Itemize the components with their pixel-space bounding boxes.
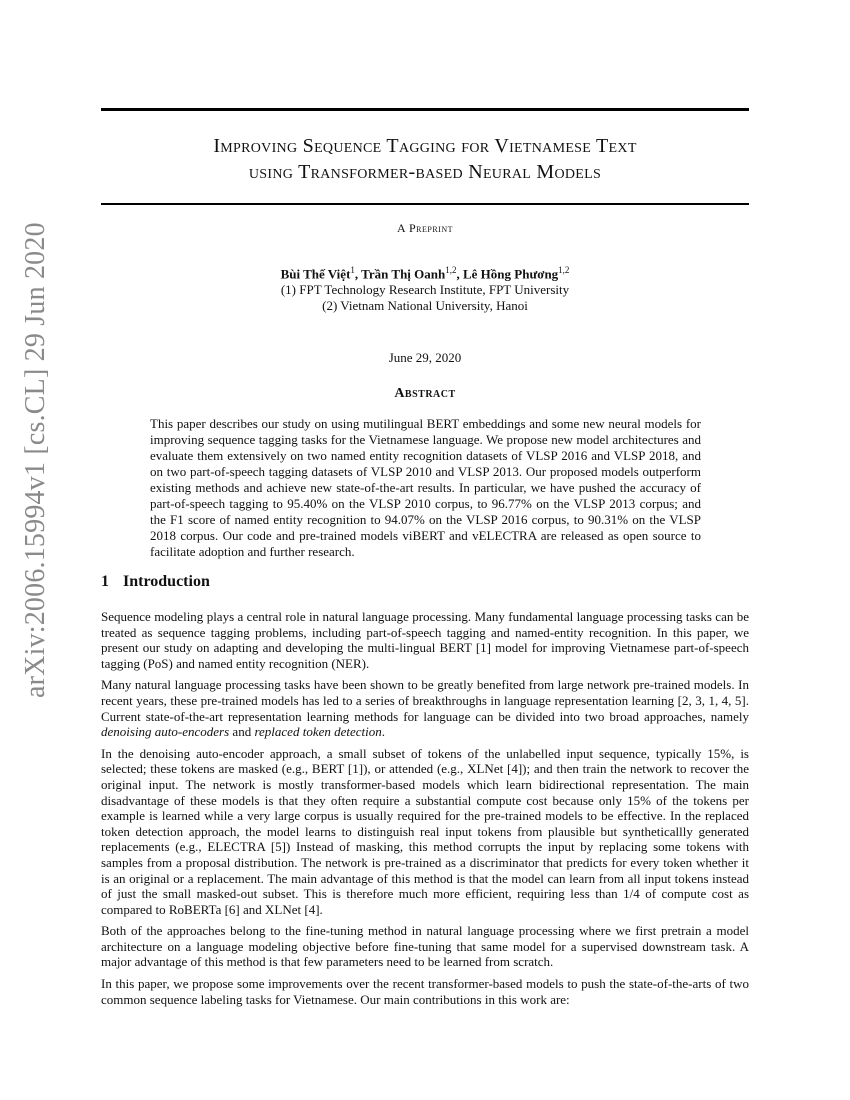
abstract-text: This paper describes our study on using mutilingual BERT embeddings and some new neural models for improving sequence tagging tasks for the Vietnamese language. We propose new model architectures and evaluate them extensively on two named entity recognition datasets of VLSP 2016 and VLSP 2018, and on two part-of-speech tagging datasets of VLSP 2010 and VLSP 2013. Our proposed models outperform existing methods and achieve new state-of-the-art results. In particular, we have pushed the accuracy of part-of-speech tagging to 95.40% on the VLSP 2010 corpus, to 96.77% on the VLSP 2013 corpus; and the F1 score of named entity recognition to 94.07% on the VLSP 2016 corpus, to 90.31% on the VLSP 2018 corpus. Our code and pre-trained models viBERT and vELECTRA are released as open source to facilitate adoption and further research. bbox=[150, 416, 701, 559]
emphasis-replaced-token: replaced token detection bbox=[254, 724, 382, 740]
affiliation-2: (2) Vietnam National University, Hanoi bbox=[322, 298, 528, 314]
author-2-affiliation-mark: 1,2 bbox=[445, 265, 457, 275]
paper-date: June 29, 2020 bbox=[388, 350, 462, 365]
paper-title bbox=[101, 133, 749, 185]
author-2: Trần Thị Oanh bbox=[361, 266, 446, 282]
section-heading-introduction bbox=[101, 573, 210, 591]
title-bottom-rule bbox=[101, 203, 749, 205]
paragraph-2-end: . bbox=[381, 724, 385, 740]
title-line-2: using Transformer-based Neural Models bbox=[248, 161, 602, 183]
introduction-body bbox=[101, 609, 749, 1013]
paragraph-5: In this paper, we propose some improvements over the recent transformer-based models to push the state-of-the-arts of two common sequence labeling tasks for Vietnamese. Our main contributions in this work are: bbox=[101, 976, 749, 1007]
preprint-label: A Preprint bbox=[396, 221, 453, 235]
author-names: Bùi Thế Việt$^1$, Trần Thị Oanh$^{1,2}$, Lê Hồng Phương$^{1,2}$ bbox=[280, 265, 570, 282]
paragraph-2 bbox=[101, 677, 749, 739]
author-block bbox=[101, 262, 749, 314]
abstract-heading: Abstract bbox=[394, 386, 456, 401]
section-number: 1 bbox=[101, 573, 109, 590]
paragraph-2-text: Many natural language processing tasks have been shown to be greatly benefited from large network pre-trained models. In recent years, these pre-trained models has led to a series of breakthroughs in language representation learning [2, 3, 1, 4, 5]. Current state-of-the-art representation learning methods for language can be divided into two broad approaches, namely bbox=[101, 677, 749, 724]
title-line-1: Improving Sequence Tagging for Vietnamese Text bbox=[213, 135, 637, 157]
emphasis-denoising: denoising auto-encoders bbox=[101, 724, 230, 740]
paragraph-1: Sequence modeling plays a central role in natural language processing. Many fundamental language processing tasks can be treated as sequence tagging problems, including part-of-speech tagging and named-entity recognition. In this paper, we present our study on adapting and developing the multi-lingual BERT [1] model for improving Vietnamese part-of-speech tagging (PoS) and named entity recognition (NER). bbox=[101, 609, 749, 671]
arxiv-identifier-text: arXiv:2006.15994v1 [cs.CL] 29 Jun 2020 bbox=[20, 222, 51, 698]
paragraph-2-conjunction: and bbox=[229, 724, 255, 740]
paragraph-4: Both of the approaches belong to the fine-tuning method in natural language processing where we first pretrain a model architecture on a language modeling objective before fine-tuning that same model for a supervised downstream task. A major advantage of this method is that few parameters need to be learned from scratch. bbox=[101, 923, 749, 970]
paragraph-3: In the denoising auto-encoder approach, a small subset of tokens of the unlabelled input sequence, typically 15%, is selected; these tokens are masked (e.g., BERT [1]), or attended (e.g., XLNet [4]); and then train the network to recover the original input. The network is mostly transformer-based models which learn bidirectional representation. The main disadvantage of these models is that they often require a substantial compute cost because only 15% of the tokens per example is learned while a very large corpus is usually required for the pre-trained models to be effective. In the replaced token detection approach, the model learns to distinguish real input tokens from plausible but syntheticallly generated replacements (e.g., ELECTRA [5]) Instead of masking, this method corrupts the input by replacing some tokens with samples from a proposal distribution. The network is pre-trained as a discriminator that predicts for every token whether it is an original or a replacement. The main advantage of this method is that the model can learn from all input tokens instead of just the small masked-out subset. This is therefore much more efficient, requiring less than 1/4 of compute cost as compared to RoBERTa [6] and XLNet [4]. bbox=[101, 745, 749, 917]
author-1: Bùi Thế Việt bbox=[280, 266, 351, 282]
arxiv-identifier-stamp bbox=[20, 222, 51, 698]
affiliation-1: (1) FPT Technology Research Institute, FPT University bbox=[280, 282, 570, 298]
section-title: Introduction bbox=[123, 573, 210, 590]
author-1-affiliation-mark: 1 bbox=[350, 265, 355, 275]
author-3: Lê Hồng Phương bbox=[462, 266, 559, 282]
author-3-affiliation-mark: 1,2 bbox=[558, 265, 570, 275]
title-top-rule bbox=[101, 108, 749, 111]
